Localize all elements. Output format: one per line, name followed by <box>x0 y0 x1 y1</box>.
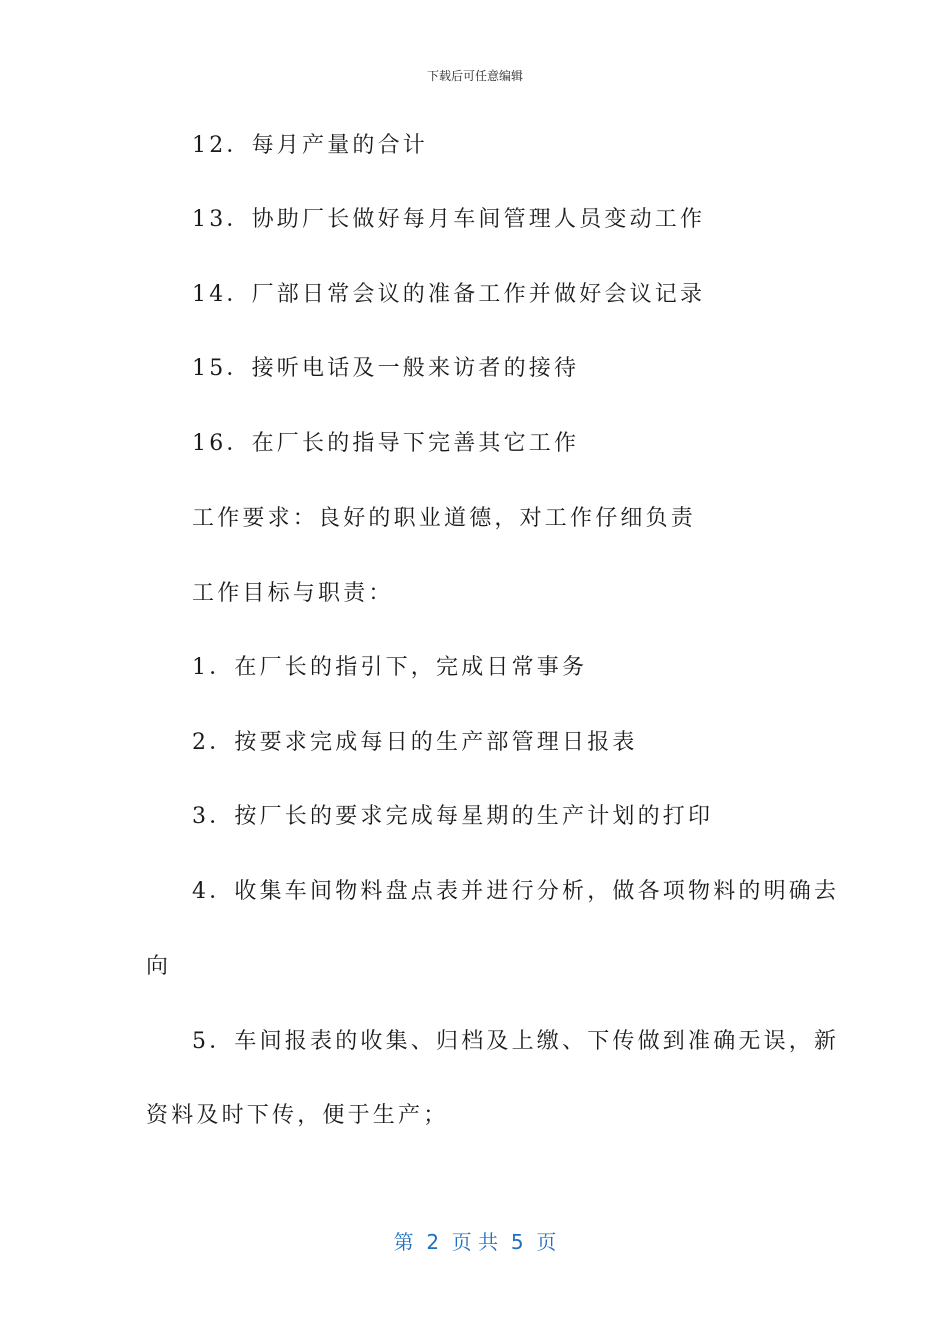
list-item-14: 14．厂部日常会议的准备工作并做好会议记录 <box>192 282 706 307</box>
list-item-2: 2．按要求完成每日的生产部管理日报表 <box>192 730 638 755</box>
list-item-13: 13．协助厂长做好每月车间管理人员变动工作 <box>192 207 706 232</box>
list-item-12: 12．每月产量的合计 <box>192 133 428 158</box>
list-item-5: 5．车间报表的收集、归档及上缴、下传做到准确无误，新 <box>192 1029 840 1054</box>
list-item-16: 16．在厂长的指导下完善其它工作 <box>192 431 580 456</box>
list-item-15: 15．接听电话及一般来访者的接待 <box>192 356 580 381</box>
list-item-5-continuation: 资料及时下传，便于生产； <box>146 1103 449 1128</box>
list-item-4: 4．收集车间物料盘点表并进行分析，做各项物料的明确去 <box>192 879 840 904</box>
work-requirements: 工作要求：良好的职业道德，对工作仔细负责 <box>192 506 697 531</box>
list-item-1: 1．在厂长的指引下，完成日常事务 <box>192 655 588 680</box>
list-item-3: 3．按厂长的要求完成每星期的生产计划的打印 <box>192 804 714 829</box>
section-heading-goals: 工作目标与职责： <box>192 581 394 606</box>
list-item-4-continuation: 向 <box>146 954 172 979</box>
page-number: 第 2 页 共 5 页 <box>393 1230 557 1254</box>
header-note: 下载后可任意编辑 <box>426 69 523 83</box>
